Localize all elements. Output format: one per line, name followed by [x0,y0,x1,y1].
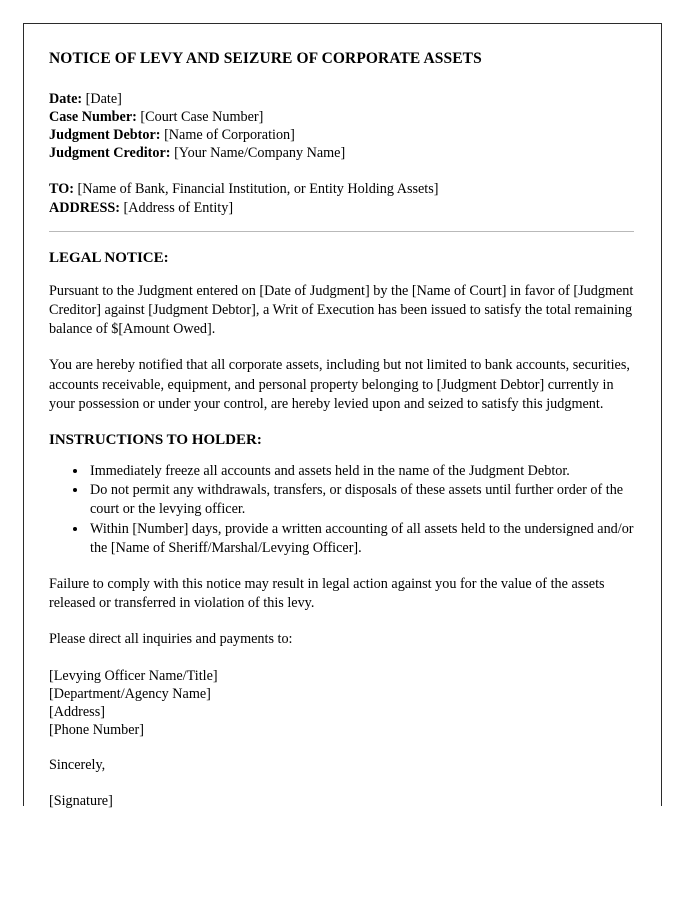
field-judgment-debtor-value: [Name of Corporation] [164,127,295,143]
paragraph-failure-to-comply: Failure to comply with this notice may result in legal action against you for the value of the assets released or transferred in violation of this levy. [49,576,605,612]
field-date [49,90,634,108]
field-date-label: Date: [49,90,83,107]
field-to-value: [Name of Bank, Financial Institution, or Entity Holding Assets] [77,181,439,198]
closing-salutation: Sincerely, [49,757,106,774]
signature-placeholder: [Signature] [49,792,113,809]
field-address [49,199,634,217]
instructions-list [49,462,634,558]
page-title: NOTICE OF LEVY AND SEIZURE OF CORPORATE ASSETS [49,50,482,67]
field-case-number-value: [Court Case Number] [140,108,264,125]
field-case-number-label: Case Number: [49,108,137,125]
recipient-block [49,180,634,216]
section-divider [49,231,634,232]
paragraph-assets-levied: You are hereby notified that all corporate assets, including but not limited to bank accounts, securities, accounts receivable, equipment, and personal property belonging to [Judgment Debtor] currently in your possession or under your control, are hereby levied upon and seized to satisfy this judgment. [49,357,630,412]
contact-block [49,667,634,740]
contact-phone: [Phone Number] [49,722,144,739]
field-date-value: [Date] [85,90,122,107]
field-case-number [49,108,634,126]
list-item: • Immediately freeze all accounts and assets held in the name of the Judgment Debtor. [88,462,634,481]
header-fields-block [49,90,634,163]
contact-department: [Department/Agency Name] [49,685,211,702]
list-item: • Within [Number] days, provide a written accounting of all assets held to the undersigned and/or the [Name of Sheriff/Marshal/Levying Officer]. [88,520,634,558]
document-page [23,23,662,809]
contact-officer-name: [Levying Officer Name/Title] [49,667,218,684]
field-judgment-creditor [49,144,634,162]
document-body [24,24,661,810]
contact-address: [Address] [49,704,105,721]
paragraph-writ-of-execution: Pursuant to the Judgment entered on [Date of Judgment] by the [Name of Court] in favor of [Judgment Creditor] against [Judgment Debtor], a Writ of Execution has been issued to satisfy the total remaining balance of $[Amount Owed]. [49,282,634,338]
field-judgment-creditor-label: Judgment Creditor: [49,145,171,162]
field-address-value: [Address of Entity] [123,199,234,216]
field-judgment-debtor [49,126,634,144]
paragraph-inquiries: Please direct all inquiries and payments to: [49,631,293,648]
field-to [49,180,634,198]
field-address-label: ADDRESS: [49,199,120,216]
instructions-heading: INSTRUCTIONS TO HOLDER: [49,432,262,449]
list-item: • Do not permit any withdrawals, transfers, or disposals of these assets until further order of the court or the levying officer. [88,481,634,519]
field-to-label: TO: [49,181,74,198]
field-judgment-creditor-value: [Your Name/Company Name] [174,145,346,162]
legal-notice-heading: LEGAL NOTICE: [49,249,169,266]
field-judgment-debtor-label: Judgment Debtor: [49,127,161,143]
